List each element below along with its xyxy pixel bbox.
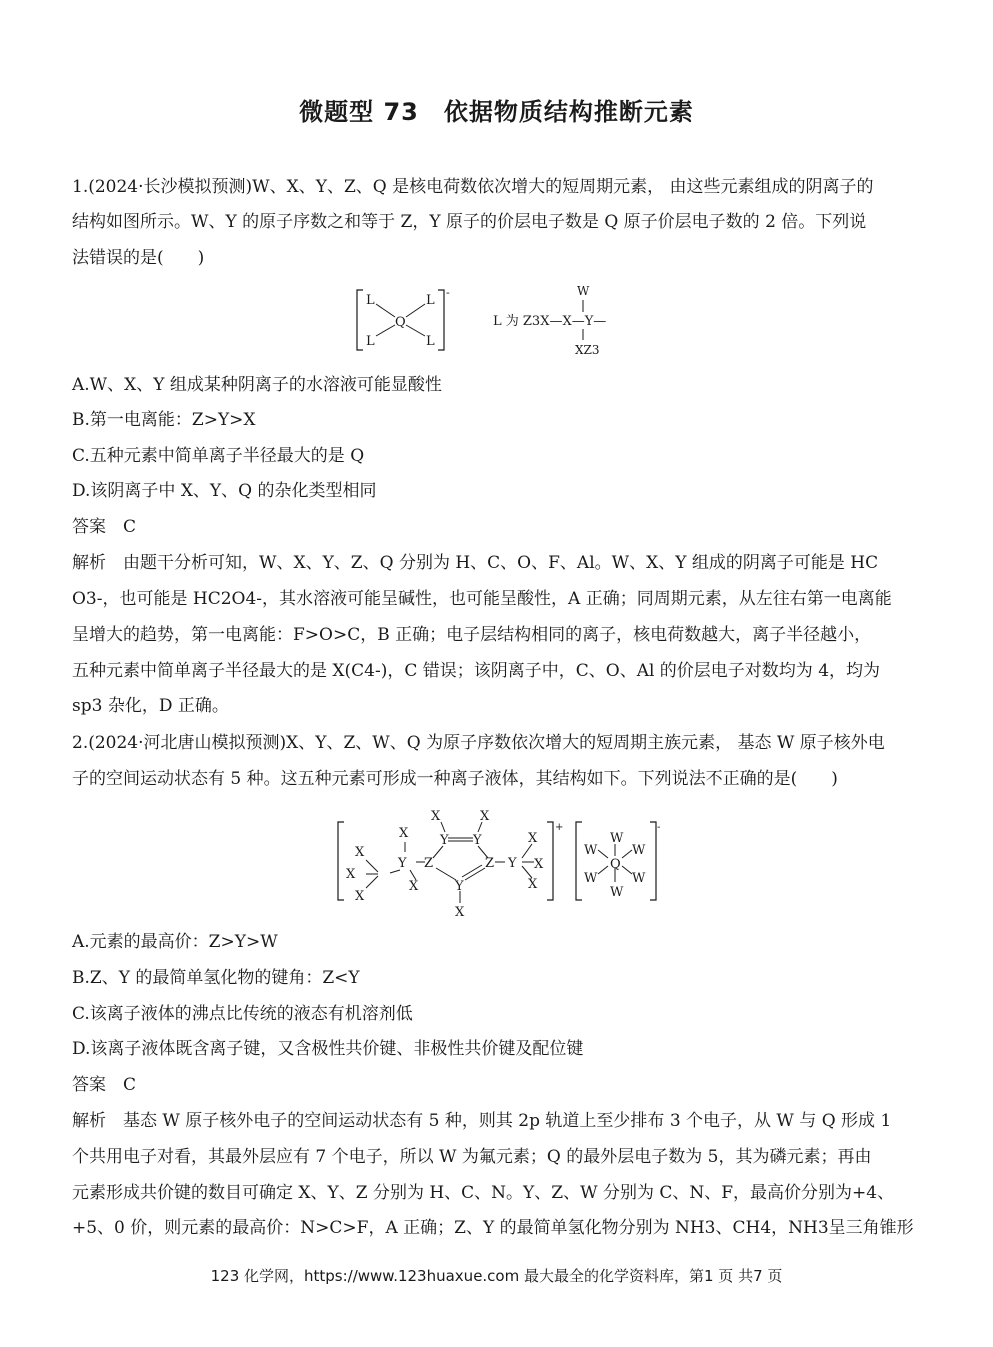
q1-stem-line-2: 结构如图所示。W、Y 的原子序数之和等于 Z，Y 原子的价层电子数是 Q 原子价层电子数的 2 倍。下列说	[72, 212, 867, 232]
page-title: 微题型 73 依据物质结构推断元素	[299, 98, 694, 126]
q2-option-b: B.Z、Y 的最简单氢化物的键角：Z<Y	[72, 968, 360, 988]
q1-answer: 答案 C	[72, 517, 137, 537]
atom-x: X	[455, 905, 465, 920]
w-top-label: W	[577, 284, 590, 298]
q1-analysis-line-1: 解析 由题干分析可知，W、X、Y、Z、Q 分别为 H、C、O、F、Al。W、X、Y 组成的阴离子可能是 HC	[72, 553, 879, 573]
l-definition-label: L 为 Z3X—X—Y—	[493, 314, 607, 329]
q2-answer: 答案 C	[72, 1075, 137, 1095]
q1-option-b: B.第一电离能：Z>Y>X	[72, 410, 256, 430]
q1-charge-label: -	[446, 286, 450, 299]
atom-x: X	[346, 867, 356, 882]
ligand-label: L	[426, 293, 435, 308]
q1-analysis-line-3: 呈增大的趋势，第一电离能：F>O>C，B 正确；电子层结构相同的离子，核电荷数越大，离子半径越小，	[72, 625, 872, 645]
anion-ligand-w: W	[610, 831, 624, 846]
ligand-label: L	[366, 293, 375, 308]
anion-ligand-w: W	[584, 871, 598, 886]
xz3-bottom-label: XZ3	[575, 343, 600, 357]
q2-option-c: C.该离子液体的沸点比传统的液态有机溶剂低	[72, 1004, 413, 1024]
center-atom-label: Q	[395, 315, 406, 330]
q2-option-d: D.该离子液体既含离子键，又含极性共价键、非极性共价键及配位键	[72, 1039, 584, 1059]
q1-analysis-line-4: 五种元素中简单离子半径最大的是 X(C4-)，C 错误；该阴离子中，C、O、Al 的价层电子对数均为 4，均为	[72, 661, 881, 681]
page-footer: 123 化学网，https://www.123huaxue.com 最大最全的化学资料库，第1 页 共7 页	[210, 1267, 783, 1285]
atom-x: X	[534, 857, 544, 872]
anion-ligand-w: W	[610, 885, 624, 900]
q1-analysis-line-2: O3-，也可能是 HC2O4-，其水溶液可能呈碱性，也可能呈酸性，A 正确；同周期元素，从左往右第一电离能	[72, 589, 892, 609]
ligand-label: L	[426, 334, 435, 349]
atom-x: X	[399, 826, 409, 841]
atom-y: Y	[508, 856, 517, 871]
q2-analysis-line-4: +5、0 价，则元素的最高价：N>C>F，A 正确；Z、Y 的最简单氢化物分别为 NH3、CH4，NH3呈三角锥形	[72, 1218, 914, 1238]
q2-analysis-line-2: 个共用电子对看，其最外层应有 7 个电子，所以 W 为氟元素；Q 的最外层电子数为 5，其为磷元素；再由	[72, 1147, 872, 1167]
q1-anion-structure-figure	[350, 282, 650, 362]
atom-z: Z	[424, 856, 434, 871]
q1-analysis-line-5: sp3 杂化，D 正确。	[72, 696, 229, 716]
atom-y: Y	[473, 833, 482, 848]
ligand-label: L	[366, 334, 375, 349]
q2-stem-line-2: 子的空间运动状态有 5 种。这五种元素可形成一种离子液体，其结构如下。下列说法不正确的是( )	[72, 769, 838, 789]
anion-ligand-w: W	[584, 843, 598, 858]
atom-y: Y	[455, 879, 464, 894]
atom-z: Z	[485, 856, 495, 871]
atom-y: Y	[398, 856, 407, 871]
anion-ligand-w: W	[632, 871, 646, 886]
atom-x: X	[409, 879, 419, 894]
anion-ligand-w: W	[632, 843, 646, 858]
atom-x: X	[431, 809, 441, 824]
q1-option-a: A.W、X、Y 组成某种阴离子的水溶液可能显酸性	[72, 375, 442, 395]
q1-stem-line-3: 法错误的是( )	[72, 248, 205, 268]
q2-analysis-line-3: 元素形成共价键的数目可确定 X、Y、Z 分别为 H、C、N。Y、Z、W 分别为 C、N、F，最高价分别为+4、	[72, 1183, 895, 1203]
q2-stem-line-1: 2.(2024·河北唐山模拟预测)X、Y、Z、W、Q 为原子序数依次增大的短周期主族元素， 基态 W 原子核外电	[72, 733, 885, 753]
cation-charge-label: +	[555, 822, 564, 833]
anion-charge-label: -	[657, 822, 661, 833]
q2-analysis-line-1: 解析 基态 W 原子核外电子的空间运动状态有 5 种，则其 2p 轨道上至少排布 3 个电子，从 W 与 Q 形成 1	[72, 1111, 892, 1131]
q1-option-d: D.该阴离子中 X、Y、Q 的杂化类型相同	[72, 481, 377, 501]
q1-option-c: C.五种元素中简单离子半径最大的是 Q	[72, 446, 365, 466]
atom-x: X	[355, 845, 365, 860]
atom-x: X	[528, 877, 538, 892]
atom-x: X	[528, 831, 538, 846]
q2-option-a: A.元素的最高价：Z>Y>W	[72, 932, 278, 952]
atom-x: X	[355, 889, 365, 904]
atom-x: X	[480, 809, 490, 824]
q1-stem-line-1: 1.(2024·长沙模拟预测)W、X、Y、Z、Q 是核电荷数依次增大的短周期元素， 由这些元素组成的阴离子的	[72, 177, 874, 197]
q2-ionic-liquid-structure-figure	[330, 800, 670, 922]
atom-y: Y	[440, 833, 449, 848]
anion-center-q: Q	[610, 857, 621, 872]
